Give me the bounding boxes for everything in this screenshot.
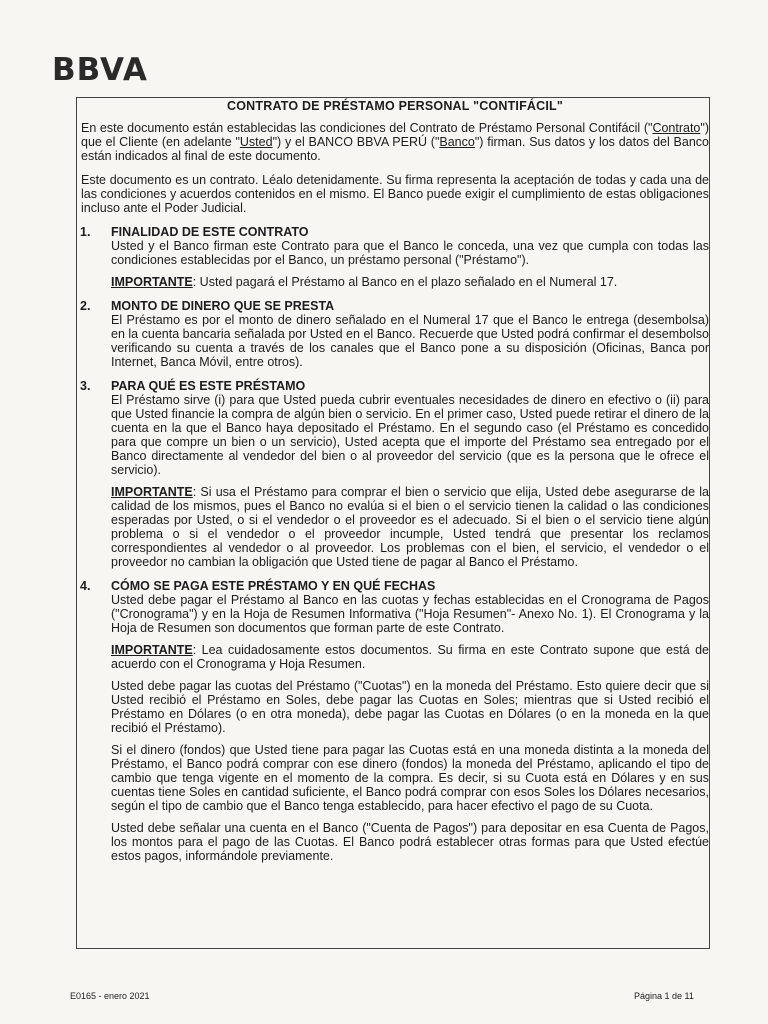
intro-text: ") firman. Sus datos y los datos del Banco están indicados al final de este documento. [81, 135, 709, 163]
intro-text: En este documento están establecidas las condiciones del Contrato de Préstamo Personal Contifácil (" [81, 121, 653, 135]
contract-frame [76, 97, 710, 949]
important-label: IMPORTANTE [111, 485, 193, 499]
section-number: 4. [80, 579, 91, 593]
intro-paragraph-1 [81, 121, 709, 163]
section-heading: FINALIDAD DE ESTE CONTRATO [111, 225, 309, 239]
section-1 [81, 225, 709, 289]
intro-term-usted: Usted [239, 135, 273, 149]
section-paragraph: Usted debe pagar las cuotas del Préstamo ("Cuotas") en la moneda del Préstamo. Esto quiere decir que si Usted recibió el Préstamo en Soles, debe pagar las Cuotas en Soles; mientras que si Usted recibió el Préstamo en Dólares (o en otra moneda), debe pagar las Cuotas en Dólares (o en la moneda en la que recibió el Préstamo). [111, 679, 709, 735]
section-number: 1. [80, 225, 91, 239]
section-heading: PARA QUÉ ES ESTE PRÉSTAMO [111, 379, 306, 393]
intro-paragraph-2: Este documento es un contrato. Léalo detenidamente. Su firma representa la aceptación de todas y cada una de las condiciones y acuerdos contenidos en el mismo. El Banco puede exigir el cumplimiento de estas obligaciones incluso ante el Poder Judicial. [81, 173, 709, 215]
section-body: Usted debe pagar el Préstamo al Banco en las cuotas y fechas establecidas en el Cronograma de Pagos ("Cronograma") y en la Hoja de Resumen Informativa ("Hoja Resumen"- Anexo No. 1). El Cronograma y la Hoja de Resumen son documentos que forman parte de este Contrato. [111, 593, 709, 635]
important-text: : Lea cuidadosamente estos documentos. Su firma en este Contrato supone que está de acuerdo con el Cronograma y Hoja Resumen. [111, 643, 709, 671]
contract-title: CONTRATO DE PRÉSTAMO PERSONAL "CONTIFÁCIL" [227, 99, 563, 113]
intro-text: ") y el BANCO BBVA PERÚ (" [272, 135, 440, 149]
section-paragraph: Usted debe señalar una cuenta en el Banco ("Cuenta de Pagos") para depositar en esa Cuenta de Pagos, los montos para el pago de las Cuotas. El Banco podrá establecer otras formas para que Usted efectúe estos pagos, informándole previamente. [111, 821, 709, 863]
intro-term-contrato: Contrato [652, 121, 701, 135]
important-note [111, 643, 709, 671]
section-body: El Préstamo es por el monto de dinero señalado en el Numeral 17 que el Banco le entrega (desembolsa) en la cuenta bancaria señalada por Usted en el Banco. Recuerde que Usted podrá confirmar el desembolso verificando su cuenta a través de los canales que el Banco pone a su disposición (Oficinas, Banca por Internet, Banca Móvil, entre otros). [111, 313, 709, 369]
section-heading: MONTO DE DINERO QUE SE PRESTA [111, 299, 335, 313]
bbva-logo: BBVA [52, 52, 148, 88]
intro-text: ") que el Cliente (en adelante " [81, 121, 709, 149]
important-label: IMPORTANTE [111, 643, 193, 657]
intro-term-banco: Banco [439, 135, 475, 149]
section-2 [81, 299, 709, 369]
section-3 [81, 379, 709, 569]
document-code: E0165 - enero 2021 [70, 991, 150, 1001]
section-heading: CÓMO SE PAGA ESTE PRÉSTAMO Y EN QUÉ FECHAS [111, 579, 436, 593]
section-paragraph: Si el dinero (fondos) que Usted tiene para pagar las Cuotas está en una moneda distinta a la moneda del Préstamo, el Banco podrá comprar con ese dinero (fondos) la moneda del Préstamo, aplicando el tipo de cambio que tenga vigente en el momento de la compra. Es decir, si su Cuota está en Dólares y en sus cuentas tiene Soles en cantidad suficiente, el Banco podrá comprar con esos Soles los Dólares necesarios, según el tipo de cambio que el Banco tenga establecido, para hacer efectivo el pago de su Cuota. [111, 743, 709, 813]
section-4 [81, 579, 709, 863]
important-text: : Usted pagará el Préstamo al Banco en el plazo señalado en el Numeral 17. [192, 275, 618, 289]
section-body: El Préstamo sirve (i) para que Usted pueda cubrir eventuales necesidades de dinero en efectivo o (ii) para que Usted financie la compra de algún bien o servicio. En el primer caso, Usted puede retirar el dinero de la cuenta en la que el Banco haya depositado el Préstamo. En el segundo caso (el Préstamo es concedido para que compre un bien o un servicio), Usted acepta que el importe del Préstamo sea entregado por el Banco directamente al vendedor del bien o al proveedor del servicio (que es la persona que le ofrece el servicio). [111, 393, 709, 477]
page-number: Página 1 de 11 [634, 991, 694, 1001]
important-note [111, 485, 709, 569]
important-note [111, 275, 709, 289]
section-number: 3. [80, 379, 91, 393]
important-text: : Si usa el Préstamo para comprar el bien o servicio que elija, Usted debe asegurarse de la calidad de los mismos, pues el Banco no evalúa si el bien o el servicio tienen la calidad o las condiciones esperadas por Usted, o si el vendedor o el proveedor es el adecuado. Si el bien o el servicio tiene algún problema o si el vendedor o el proveedor incumple, Usted tendrá que presentar los reclamos correspondientes al vendedor o al proveedor. Los problemas con el bien, el servicio, el vendedor o el proveedor no cambian la obligación que Usted tiene de pagar al Banco el Préstamo. [111, 485, 709, 569]
important-label: IMPORTANTE [111, 275, 193, 289]
section-number: 2. [80, 299, 91, 313]
section-body: Usted y el Banco firman este Contrato para que el Banco le conceda, una vez que cumpla con todas las condiciones establecidas por el Banco, un préstamo personal ("Préstamo"). [111, 239, 709, 267]
